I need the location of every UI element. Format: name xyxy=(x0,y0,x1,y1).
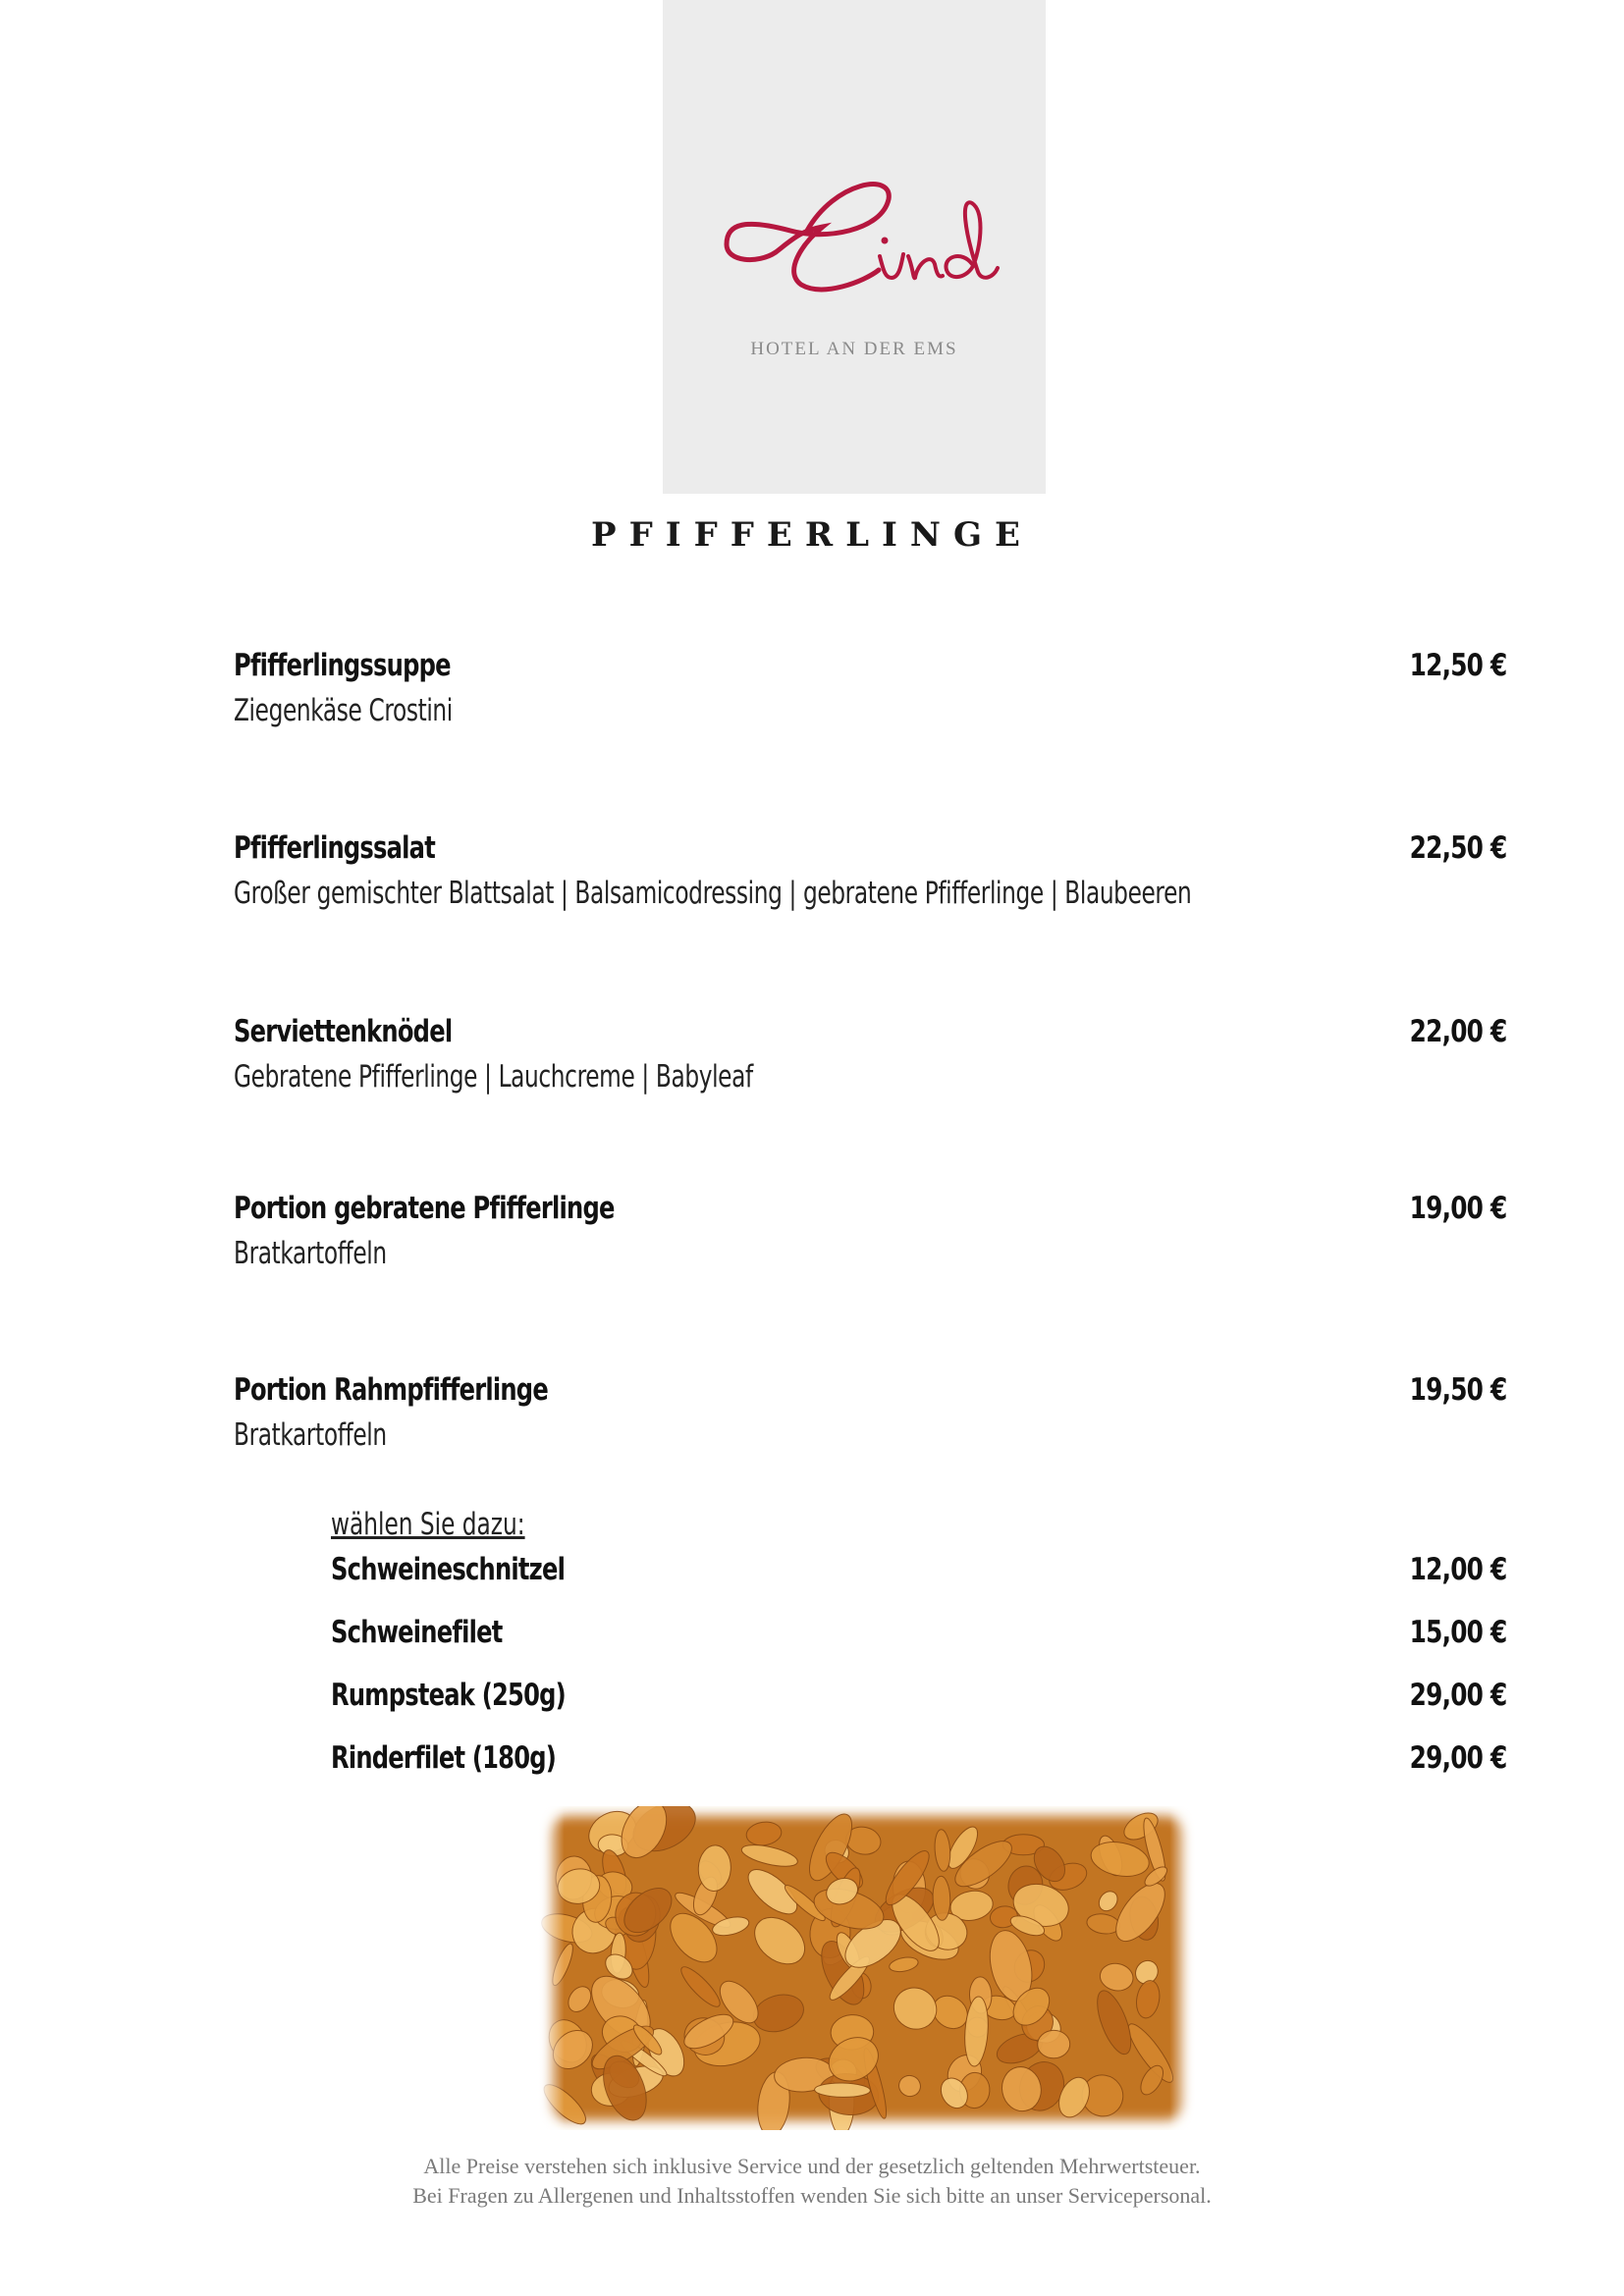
menu-item xyxy=(234,1009,1506,1099)
addon-name: Rinderfilet (180g) xyxy=(331,1740,557,1776)
menu-item xyxy=(234,1367,1506,1458)
item-description: Gebratene Pfifferlinge | Lauchcreme | Babyleaf xyxy=(234,1059,753,1095)
item-price: 19,00 € xyxy=(1409,1191,1506,1226)
lind-script-logo xyxy=(707,162,1001,358)
addon-price: 29,00 € xyxy=(1409,1740,1506,1776)
page-title: PFIFFERLINGE xyxy=(591,515,1033,555)
side-dish-options xyxy=(331,1502,1506,1798)
item-description: Bratkartoffeln xyxy=(234,1417,387,1453)
menu-item xyxy=(234,643,1506,733)
menu-item xyxy=(234,1186,1506,1276)
item-description: Bratkartoffeln xyxy=(234,1236,387,1271)
addon-name: Schweineschnitzel xyxy=(331,1552,566,1587)
addon-price: 29,00 € xyxy=(1409,1678,1506,1713)
hotel-logo xyxy=(663,0,1046,494)
footer-note xyxy=(0,2152,1624,2211)
item-name: Portion gebratene Pfifferlinge xyxy=(234,1191,615,1226)
chanterelle-photo xyxy=(538,1806,1196,2130)
item-name: Pfifferlingssuppe xyxy=(234,648,451,683)
addons-label: wählen Sie dazu: xyxy=(331,1507,525,1542)
footer-line-2: Bei Fragen zu Allergenen und Inhaltsstoffen wenden Sie sich bitte an unser Servicepersonal. xyxy=(412,2183,1212,2208)
addon-row xyxy=(331,1610,1506,1673)
addon-row xyxy=(331,1735,1506,1798)
item-price: 22,00 € xyxy=(1409,1014,1506,1049)
addon-price: 15,00 € xyxy=(1409,1615,1506,1650)
menu-item xyxy=(234,826,1506,916)
footer-line-1: Alle Preise verstehen sich inklusive Service und der gesetzlich geltenden Mehrwertsteuer. xyxy=(423,2154,1201,2178)
logo-subtitle: HOTEL AN DER EMS xyxy=(750,339,958,359)
item-price: 12,50 € xyxy=(1409,648,1506,683)
item-name: Pfifferlingssalat xyxy=(234,830,436,866)
addon-row xyxy=(331,1547,1506,1610)
addon-name: Rumpsteak (250g) xyxy=(331,1678,566,1713)
item-price: 22,50 € xyxy=(1409,830,1506,866)
item-price: 19,50 € xyxy=(1409,1372,1506,1408)
item-name: Serviettenknödel xyxy=(234,1014,453,1049)
item-description: Großer gemischter Blattsalat | Balsamicodressing | gebratene Pfifferlinge | Blaubeeren xyxy=(234,876,1192,911)
addon-price: 12,00 € xyxy=(1409,1552,1506,1587)
addon-name: Schweinefilet xyxy=(331,1615,503,1650)
item-name: Portion Rahmpfifferlinge xyxy=(234,1372,548,1408)
addon-row xyxy=(331,1673,1506,1735)
item-description: Ziegenkäse Crostini xyxy=(234,693,453,728)
